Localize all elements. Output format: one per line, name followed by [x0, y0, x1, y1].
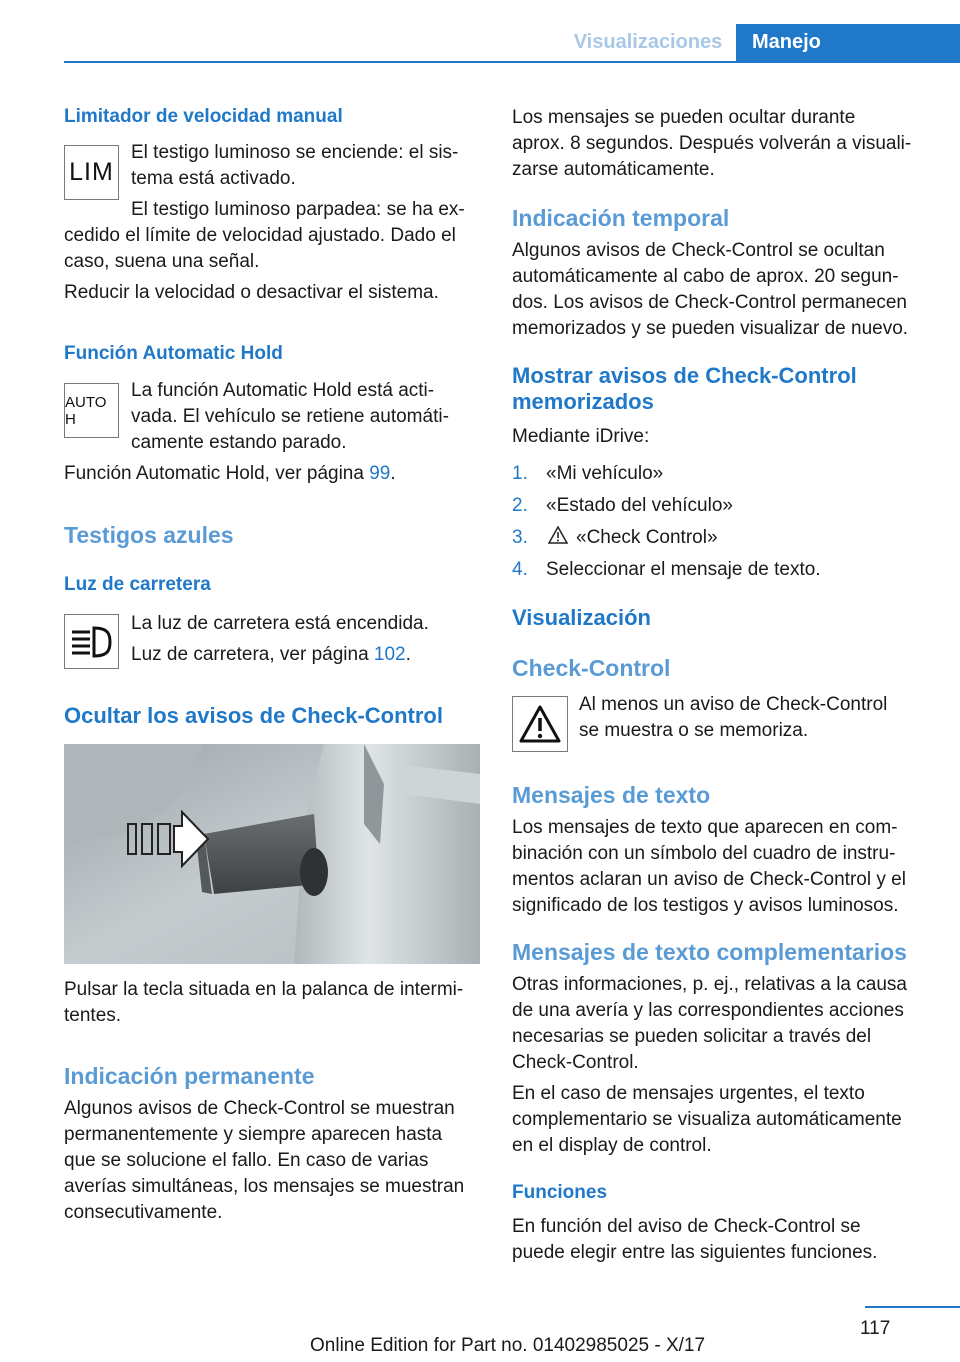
hold-ref-text: Función Automatic Hold, ver página — [64, 463, 370, 484]
heading-ocultar-avisos: Ocultar los avisos de Check-Control — [64, 703, 443, 728]
step-1-text: «Mi vehículo» — [546, 463, 664, 484]
perm-text-1: Algunos avisos de Check-Control se muestran — [64, 1098, 455, 1119]
heading-mostrar-avisos-2: memorizados — [512, 389, 654, 414]
press-text-b: tentes. — [64, 1005, 122, 1026]
step-4-number: 4. — [512, 559, 528, 580]
temp-text-3: dos. Los avisos de Check-Control permanecen — [512, 292, 907, 313]
hold-ref-page-link[interactable]: 99 — [369, 463, 391, 484]
perm-text-3: que se solucione el fallo. En caso de varias — [64, 1150, 429, 1171]
hold-text-1a: La función Automatic Hold está acti‐ — [131, 380, 435, 401]
comp-text-1: Otras informaciones, p. ej., relativas a la causa — [512, 974, 907, 995]
heading-luz-carretera: Luz de carretera — [64, 574, 211, 595]
temp-text-4: memorizados y se pueden visualizar de nuevo. — [512, 318, 909, 339]
heading-indicacion-temporal: Indicación temporal — [512, 205, 730, 231]
heading-automatic-hold: Función Automatic Hold — [64, 343, 283, 364]
hide-text-2: aprox. 8 segundos. Después volverán a visuali‐ — [512, 133, 912, 154]
urgent-text-3: en el display de control. — [512, 1135, 712, 1156]
heading-mostrar-avisos-1: Mostrar avisos de Check-Control — [512, 363, 857, 388]
lim-text-1b: tema está activado. — [131, 168, 296, 189]
high-beam-icon — [64, 614, 119, 669]
temp-text-1: Algunos avisos de Check-Control se ocultan — [512, 240, 885, 261]
hide-text-3: zarse automáticamente. — [512, 159, 715, 180]
page-number: 117 — [860, 1318, 891, 1339]
lim-indicator-icon — [64, 145, 119, 200]
lim-text-2b: cedido el límite de velocidad ajustado. Dado el — [64, 225, 456, 246]
comp-text-3: necesarias se pueden solicitar a través del — [512, 1026, 872, 1047]
step-4-text: Seleccionar el mensaje de texto. — [546, 559, 821, 580]
heading-check-control: Check-Control — [512, 655, 671, 681]
lim-text-3: Reducir la velocidad o desactivar el sistema. — [64, 282, 439, 303]
urgent-text-1: En el caso de mensajes urgentes, el texto — [512, 1083, 865, 1104]
idrive-label: Mediante iDrive: — [512, 426, 650, 447]
warning-triangle-icon — [548, 526, 568, 544]
comp-text-4: Check-Control. — [512, 1052, 639, 1073]
msg-text-1: Los mensajes de texto que aparecen en com‐ — [512, 817, 898, 838]
beam-ref-text: Luz de carretera, ver página — [131, 644, 374, 665]
step-3-number: 3. — [512, 527, 528, 548]
temp-text-2: automáticamente al cabo de aprox. 20 segun‐ — [512, 266, 899, 287]
heading-mensajes-texto: Mensajes de texto — [512, 782, 711, 808]
step-2-number: 2. — [512, 495, 528, 516]
lever-illustration — [64, 744, 480, 964]
cc-text-2: se muestra o se memoriza. — [579, 720, 809, 741]
hold-reference — [64, 461, 396, 487]
hold-ref-end: . — [390, 463, 396, 484]
heading-visualizacion: Visualización — [512, 605, 651, 630]
step-1-number: 1. — [512, 463, 528, 484]
urgent-text-2: complementario se visualiza automáticamente — [512, 1109, 902, 1130]
func-text-1: En función del aviso de Check-Control se — [512, 1216, 861, 1237]
high-beam-svg — [68, 622, 116, 662]
lim-text-2a: El testigo luminoso parpadea: se ha ex‐ — [131, 199, 465, 220]
lim-text-2c: caso, suena una señal. — [64, 251, 260, 272]
beam-text-1: La luz de carretera está encendida. — [131, 613, 429, 634]
auto-hold-icon-label: AUTO H — [65, 393, 107, 428]
msg-text-4: significado de los testigos y avisos luminosos. — [512, 895, 899, 916]
heading-mensajes-complementarios: Mensajes de texto complementarios — [512, 939, 907, 965]
lim-icon-label: LIM — [69, 158, 114, 186]
check-control-triangle-svg — [518, 704, 562, 744]
hold-text-1b: vada. El vehículo se retiene automáti‐ — [131, 406, 449, 427]
func-text-2: puede elegir entre las siguientes funciones. — [512, 1242, 878, 1263]
heading-funciones: Funciones — [512, 1182, 608, 1203]
auto-hold-icon — [64, 383, 119, 438]
step-2-text: «Estado del vehículo» — [546, 495, 733, 516]
check-control-warning-icon — [512, 696, 568, 752]
footer-rule — [865, 1306, 960, 1308]
perm-text-4: averías simultáneas, los mensajes se muestran — [64, 1176, 465, 1197]
beam-reference — [131, 642, 411, 668]
msg-text-3: mentos aclaran un aviso de Check-Control y el — [512, 869, 906, 890]
heading-indicacion-permanente: Indicación permanente — [64, 1063, 315, 1089]
hold-text-1c: camente estando parado. — [131, 432, 347, 453]
header-tab-manejo[interactable]: Manejo — [736, 24, 960, 61]
perm-text-2: permanentemente y siempre aparecen hasta — [64, 1124, 443, 1145]
heading-limitador: Limitador de velocidad manual — [64, 106, 343, 127]
comp-text-2: de una avería y las correspondientes acciones — [512, 1000, 904, 1021]
hide-text-1: Los mensajes se pueden ocultar durante — [512, 107, 856, 128]
press-text-a: Pulsar la tecla situada en la palanca de intermi‐ — [64, 979, 464, 1000]
header-tab-visualizaciones[interactable]: Visualizaciones — [573, 31, 723, 53]
header-rule — [64, 61, 960, 63]
turn-signal-lever-photo — [64, 744, 480, 964]
cc-text-1: Al menos un aviso de Check-Control — [579, 694, 888, 715]
beam-ref-end: . — [405, 644, 411, 665]
footer-edition: Online Edition for Part no. 01402985025 - X/17 — [310, 1335, 706, 1356]
step-3-text: «Check Control» — [576, 527, 718, 548]
beam-ref-page-link[interactable]: 102 — [373, 644, 406, 665]
perm-text-5: consecutivamente. — [64, 1202, 223, 1223]
heading-testigos-azules: Testigos azules — [64, 522, 234, 548]
msg-text-2: binación con un símbolo del cuadro de instru‐ — [512, 843, 896, 864]
lim-text-1a: El testigo luminoso se enciende: el sis‐ — [131, 142, 459, 163]
